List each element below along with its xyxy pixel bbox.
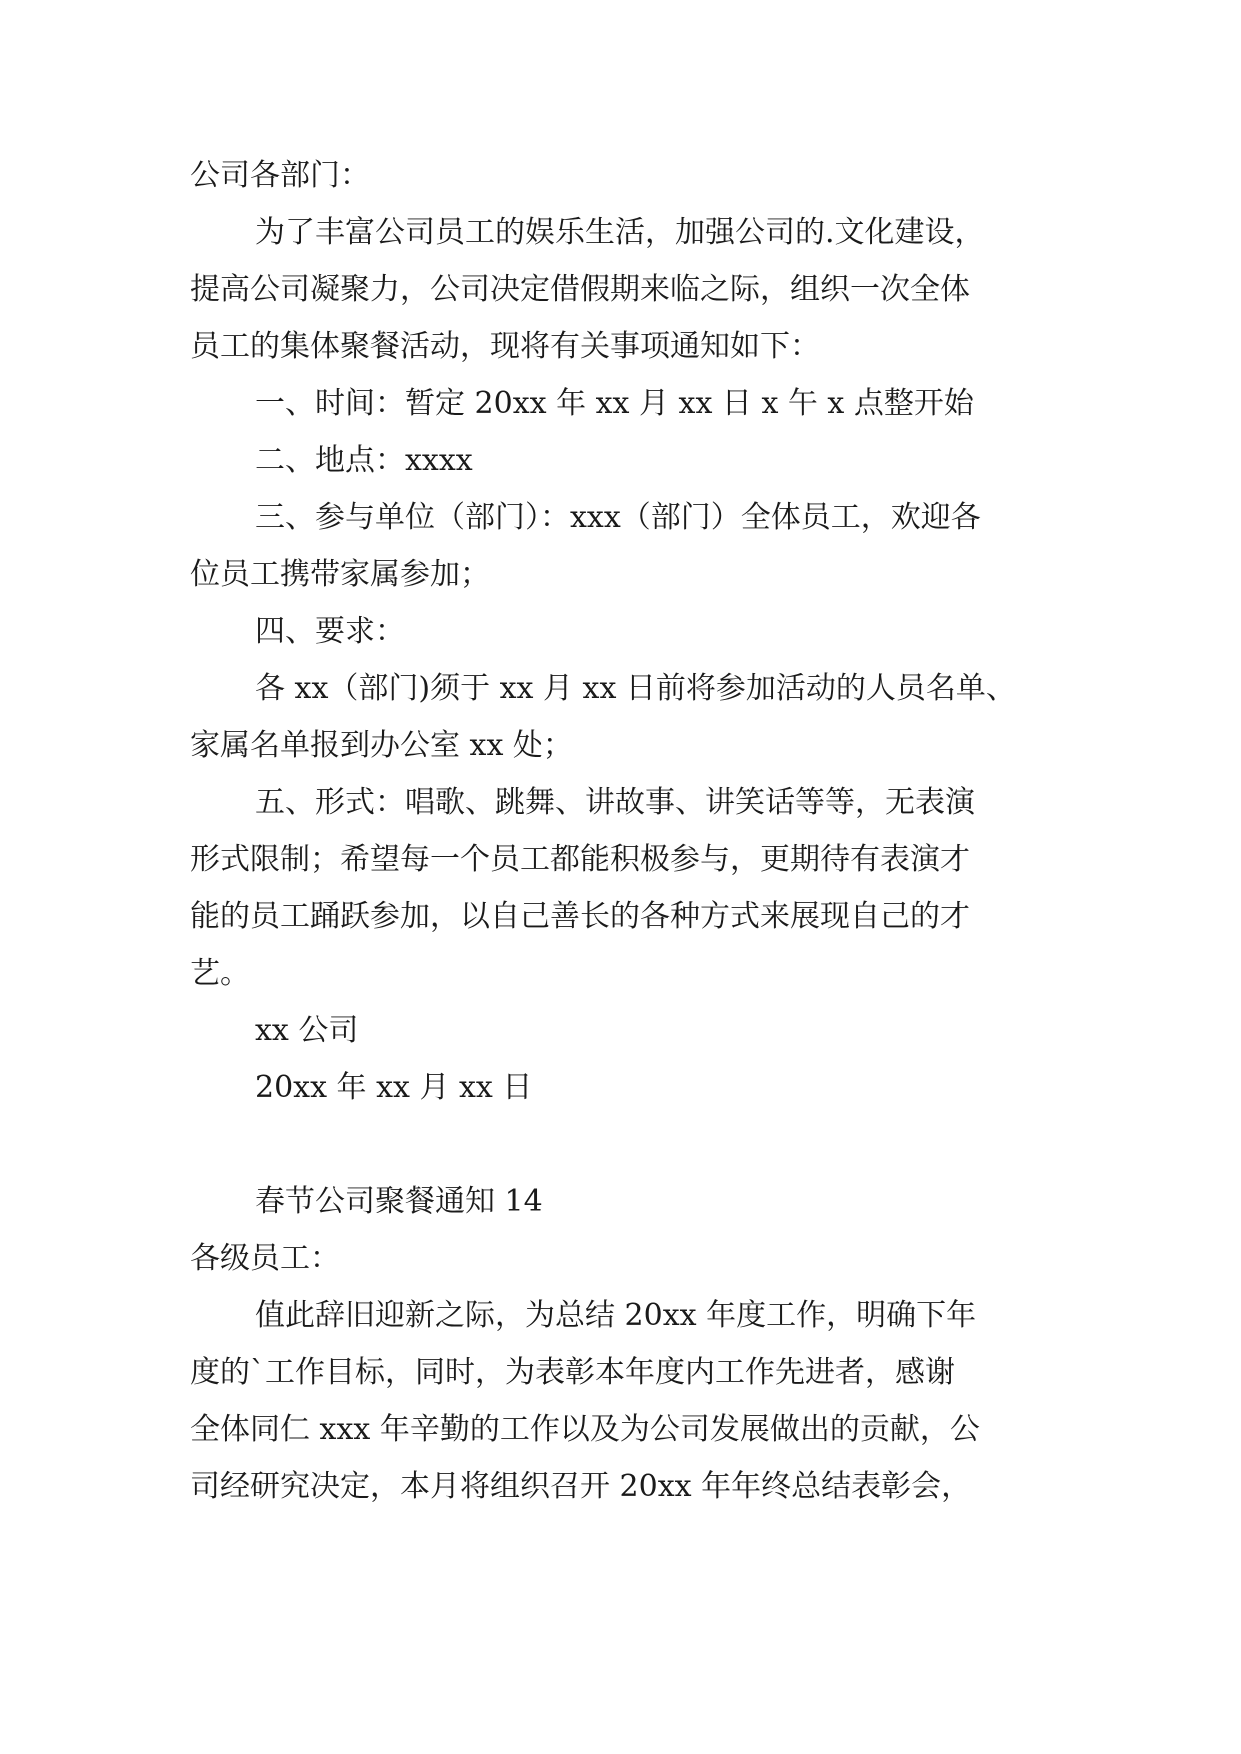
item-location: 二、地点：xxxx	[255, 443, 473, 478]
paragraph-line: 各 xx（部门)须于 xx 月 xx 日前将参加活动的人员名单、	[255, 671, 1016, 706]
item-requirements: 四、要求：	[255, 614, 405, 649]
section-title: 春节公司聚餐通知 14	[255, 1184, 543, 1219]
salutation: 公司各部门：	[190, 158, 370, 193]
paragraph-line: 形式限制；希望每一个员工都能积极参与，更期待有表演才	[190, 842, 970, 877]
paragraph-line: 提高公司凝聚力，公司决定借假期来临之际，组织一次全体	[190, 272, 970, 307]
signature-date: 20xx 年 xx 月 xx 日	[255, 1070, 533, 1105]
paragraph-line: 度的`工作目标，同时，为表彰本年度内工作先进者，感谢	[190, 1355, 955, 1390]
paragraph-line: 全体同仁 xxx 年辛勤的工作以及为公司发展做出的贡献，公	[190, 1412, 980, 1447]
paragraph-line: 值此辞旧迎新之际，为总结 20xx 年度工作，明确下年	[255, 1298, 977, 1333]
item-format: 五、形式：唱歌、跳舞、讲故事、讲笑话等等，无表演	[255, 785, 975, 820]
paragraph-line: 能的员工踊跃参加，以自己善长的各种方式来展现自己的才	[190, 899, 970, 934]
item-participants: 三、参与单位（部门）：xxx（部门）全体员工，欢迎各	[255, 500, 981, 535]
paragraph-line: 位员工携带家属参加；	[190, 557, 490, 592]
paragraph-line: 艺。	[190, 956, 250, 991]
paragraph-line: 为了丰富公司员工的娱乐生活，加强公司的.文化建设，	[255, 215, 985, 250]
item-time: 一、时间：暂定 20xx 年 xx 月 xx 日 x 午 x 点整开始	[255, 386, 974, 421]
signature-company: xx 公司	[255, 1013, 359, 1048]
paragraph-line: 家属名单报到办公室 xx 处；	[190, 728, 573, 763]
paragraph-line: 司经研究决定，本月将组织召开 20xx 年年终总结表彰会，	[190, 1469, 972, 1504]
salutation: 各级员工：	[190, 1241, 340, 1276]
paragraph-line: 员工的集体聚餐活动，现将有关事项通知如下：	[190, 329, 820, 364]
